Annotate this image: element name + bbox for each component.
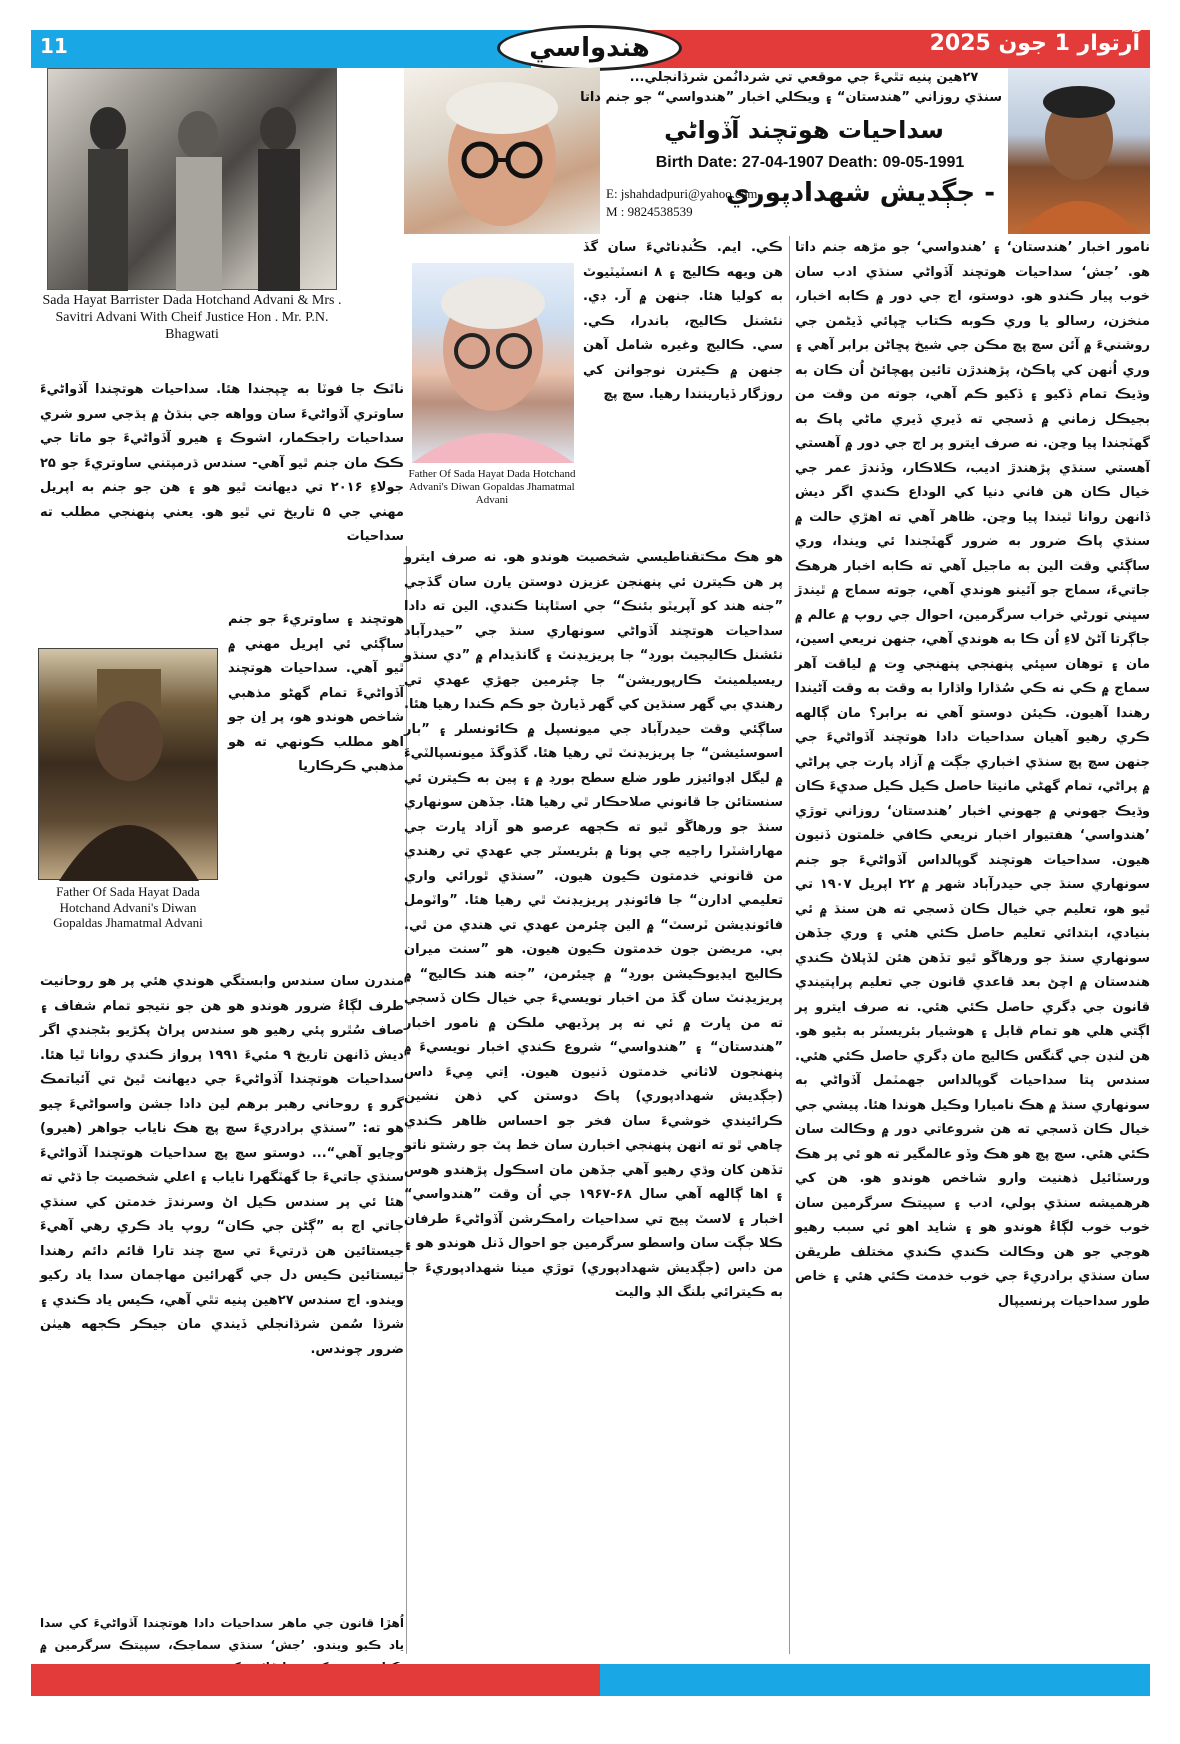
- author-name: - جڳديش شهدادپوري: [725, 178, 995, 208]
- article-closing-verse: اُهڙا قانون جي ماهر سداحيات دادا هوتچندا آڏواڻيءَ کي سدا ياد ڪيو ويندو. ’جش‘ سنڌي سماجڪ، سپيتڪ سرگرمين ۾: [40, 1616, 404, 1652]
- photo3-caption: Father Of Sada Hayat Dada Hotchand Advani's Diwan Gopaldas Jhamatmal Advani: [53, 884, 203, 931]
- header-band-left: [31, 30, 531, 68]
- photo-hotchand-with-chief-justice: [47, 68, 337, 290]
- article-column-middle: [404, 546, 783, 1654]
- column-text: مندرن سان سندس وابستگي هوندي هئي پر هو روحانيت طرف لڳاءُ ضرور هوندو هو هن جو نتيجو تمام شفاف ۽ صاف سُٿرو پئي رهيو هو سندس پراڻ پکڙيو بڻجندي اگر ديش ڏانهن تاريخ ۹ مئيءَ ۱۹۹۱ پرواز ڪندي روانا ٿيا هئا. سداحيات هوتچندا آڏواڻيءَ جي ديهانت ٿيڻ تي آئياتمڪ گرو ۽ روحاني رهبر برهم لين دادا جشن واسواڻيءَ چيو هو ته: ”سنڌي برادريءَ سچ پچ هڪ ناياب جواهر (هيرو) وڃايو آهي“... دوستو سچ پچ سداحيات هوتچندا آڏواڻيءَ سنڌي جاتيءَ جا گهٽگهرا ناياب ۽ اعلي شخصيت جا ڌڻي ته هئا ئي پر سندس ڪيل اڻ وسرندڙ خدمتن کي سنڌي جاتي اڄ به ”ڳڻن جي ڪان“ روپ ياد ڪري رهي آهيءَ جيستائين هن ڌرتيءَ تي سچ چند تارا قائم دائم رهندا تيستائين ڪيس دل جي گهرائين مهاجمان سدا ياد رکيو ويندو. اڄ سندس ۲۷هين پنيه تٿي آهي، ڪيس ياد ڪندي ۽ شرڌا سُمن شرڌانجلي ڏيندي مان جيڪر ڪجهه هيٺن ضرور چوندس.: [40, 974, 404, 1357]
- masthead-logo: هندواسي: [497, 25, 682, 71]
- author-mobile: M : 9824538539: [606, 204, 693, 219]
- article-column-left-top: [40, 378, 404, 608]
- article-column-right: [795, 236, 1150, 1654]
- banner-tribute-line: ۲۷هين پنيه تٿيءَ جي موقعي تي شردانُمن شرڌانجلي...: [629, 70, 979, 85]
- column-text: نامور اخبار ’هندستان‘ ۽ ’هندواسي‘ جو مڙهه جنم داتا هو. ’جش‘ سداحيات هوتچند آڏواڻي سنڌي ادب سان خوب پيار ڪندو هو. دوستو، اڄ جي دور ۾ ڪابه اخبار، منخزن، رسالو يا وري ڪوبه ڪتاب ڇپائي ڏيڻمن جي روشنيءَ ۾ آئن سچ پچ مڪن جي شيخ پڇاڻن برابر آهي ۽ وري اُنهن کي پاڪڻ، پڙهندڙن تائين پهچائڻ اُن ڪان به وڌيڪ تمام ڏکيو ۽ ڏکيو ڪم آهي، جوته من وقت من بجيڪل زماني ۾ ڏسجي ته ڏيري ڏيري ماڻي پاڪ به گهٽجندا پيا وڃن. نه صرف ايترو پر اڄ جي دور ۾ آهستي آهستي سنڌي پڙهندڙ اديب، ڪلاڪار، وڏندڙ عمر جي خيال ڪان هن فاني دنيا کي الوداع ڪندي اگر ديش ڏانهن روانا ٿيندا پيا وڃن. ظاهر آهي ته اهڙي حالت ۾ سنڌي پاڪ ضرور به ضرور گهٽجندا ئي ويندا، وري ساڳئي وقت الين به ماجيل آهي ته ڪابه اخبار هرهڪ جاتيءَ، سماج جو آئينو هوندي آهي، جوته سماج ۾ ٿيندڙ سڀني تورڻي خراب سرگرمين، احوال جي روپ ۾ عالم ۾ جاڳرتا آڻڻ لاءِ اُن ڪا به هوندي آهي، جنهن نريعي اسين، مان ۽ توهان سڀئي پنهنجي پنهنجي وِت ۾ لياقت آهر سماج ۾ ڪي نه ڪي سُڌارا واڌارا به وقت به وقت آڻيندا رهندا آهيون. ڪيئن دوستو آهي نه برابر؟ مان ڳالهه ڪري رهيو آهيان سداحيات دادا هوتچند آڏواڻيءَ جي جنهن سچ پچ سنڌي اخباري جڳت ۾ آزاد پارت جي پراڻي ۾ پراڻي، تمام گهڻي مانيتا حاصل ڪيل ڪيل صديءَ ڪان وڌيڪ جهوني ۾ جهوني اخبار ’هندستان‘ روزاني توڙي ’هندواسي‘ هفتيوار اخبار نريعي ڪافي خلمتون ڏنيون هيون. سداحيات هوتچند گوپالداس آڏواڻيءَ جو جنم سونهاري سنڌ جي حيدرآباد شهر ۾ ۲۲ اپريل ۱۹۰۷ تي ٿيو هو، تعليم جي خيال ڪان ڏسجي ته هن سنڌ ۾ ئي بنيادي، ابتدائي تعليم حاصل ڪئي هئي ۽ وري جڏهن سونهاري سنڌ جو ورهاڱو ٿيو تڏهن هئن لڏپلاڻ ڪندي هندستان ۾ اچڻ بعد قاعدي قانون جي تعليم پراپتيندي قانون جي ڊگري حاصل ڪئي هئي. نه صرف ايترو پر اڳتي هلي هو تمام قابل ۽ هوشيار بئريسٽر به بڻيو هو. هن لنڊن جي گنگس ڪاليج مان ڊگري حاصل ڪئي هئي. سندس پتا سداحيات گوپالداس جهمٽمل آڏواڻي به سونهاري سنڌ ۾ هڪ ناميارا وڪيل هوندا هئا. پيشي جي خيال ڪان ڏسجي ته هن شروعاتي دور ۾ وڪالت سان ڪئي هئي. سچ پچ هو هڪ وڏو عالمگير ته هو ئي پر هڪ ورسٽائيل ذهنيت وارو شاخص هوندو هو. هن کي هرهميشه سنڌي ٻولي، ادب ۽ سپيتڪ سرگرمين سان خوب خوب لڳاءُ هوندو هو ۽ شايد اهو ئي سبب رهيو هوجي جو هن وڪالت ڪندي ڪندي مختلف طريقن سان سنڌي برادريءَ جي خوب خدمت ڪئي هئي ۽ خاص طور سداحيات پرنسيپال: [795, 240, 1150, 1309]
- photo-diwan-gopaldas-woman: [412, 263, 574, 463]
- column-text: ڪي. ايم. ڪُنڊناڻيءَ سان گڏ هن ويهه ڪاليج ۽ ۸ انسٽيٽيوٽ به کوليا هئا. جنهن ۾ آر. ڊي. نئشنل ڪاليج، باندرا، ڪي. سي. ڪاليج وغيره شامل آهن جنهن ۾ ڪيترن نوجوانن کي روزگار ڏيارينندا رهيا. سچ پچ: [583, 240, 783, 402]
- photo-diwan-gopaldas-man: [38, 648, 218, 880]
- footer-band-red: [31, 1664, 601, 1696]
- portrait-photo-author: [1008, 68, 1150, 234]
- column-divider: [789, 236, 790, 1654]
- photo2-caption: Father Of Sada Hayat Dada Hotchand Advani's Diwan Gopaldas Jhamatmal Advani: [408, 468, 576, 507]
- page-number: 11: [40, 34, 68, 58]
- photo1-caption: Sada Hayat Barrister Dada Hotchand Advani & Mrs . Savitri Advani With Cheif Justice Hon . Mr. P.N. Bhagwati: [42, 293, 342, 342]
- article-column-left: [40, 970, 404, 1470]
- article-title: سداحيات هوتچند آڏواڻي: [664, 116, 944, 144]
- article-column-left-mid: [228, 608, 404, 970]
- issue-date: آرتوار 1 جون 2025: [929, 31, 1140, 56]
- column-text: ناٽڪ جا فوٽا به ڇپجندا هئا. سداحيات هوتچندا آڏواڻيءَ ساوتري آڏواڻيءَ سان وواهه جي بنڌڻ ۾ ٻڌجي سرو شري سداحيات راجڪمار، اشوڪ ۽ هيرو آڏواڻيءَ جو ماتا جي ڪڪ مان جنم ٿيو آهي- سندس ڌرمپتني ساوتريءَ جو ۲۵ جولاءِ ۲۰۱۶ تي ديهانت ٿيو هو ۽ هن جو جنم به اپريل مهني جي ۵ تاريخ تي ٿيو هو. يعني پنهنجي مطلب ته سداحيات: [40, 382, 404, 544]
- author-email: E: jshahdadpuri@yahoo.com: [606, 186, 758, 201]
- banner-subtitle-line: سنڌي روزاني ”هندستان“ ۽ ويڪلي اخبار ”هندواسي“ جو جنم داتا: [580, 90, 1002, 105]
- portrait-photo-hotchand: [404, 68, 600, 234]
- article-column-middle-top: [583, 236, 783, 546]
- column-text: هو هڪ مڪتقناطيسي شخصيت هوندو هو. نه صرف ايترو پر هن ڪيترن ئي پنهنجن عزيزن دوستن يارن سان گڏجي ”جنه هند کو آپريٽو بئنڪ“ جي اسٿاپنا ڪندي. الين ته دادا سداحيات هوتچند آڏواڻي سونهاري سنڌ جي ”حيدرآباد نئشنل ڪاليجيٽ بورڊ“ جا پريزيڊنٽ ۽ گانڌيدام ۾ ”دي سنڌو ريسيلمينٽ ڪارپوريشن“ جا چئرمين جهڙي عهدي تي رهندي بي گهر سنڌين کي گهر ڏيارڻ جو ڪم ڪندا رهيا هئا. ساڳئي وقت حيدرآباد جي ميونسپل ۾ ڪائونسلر ۽ ”بار اسوسئيشن“ جا پريزيڊنٽ ٿي رهيا هئا. گڏوگڏ ميونسپالٽيءَ ۾ ليگل اڊوائيزر طور ضلع سطح بورڊ ۾ ۽ پين به ڪيترن ئي سنستائن جا قانوني صلاحڪار ٿي رهيا هئا. جڏهن سونهاري سنڌ جو ورهاڱو ٿيو ته ڪجهه عرصو هو آزاد ڀارت جي مهاراشٽرا راجيه جي پونا ۾ بئريسٽر جي عهدي تي رهندي من قانوني خدمتون ڪيون هيون. ”سنڌي ٿورائي واري تعليمي ادارن“ جا فائونڊر پريزيڊنٽ ٿي رهيا هئا. ”واٽومل فائونڊيشن ٽرسٽ“ ۾ الين چئرمن عهدي تي هندي من ٿي. بي. مريضن جون خدمتون ڪيون هيون. هو ”سنت ميران ڪاليج ايڊيوڪيشن بورڊ“ ۾ چيئرمن، ”جنه هند ڪاليج“ ۾ پريزيڊنٽ سان گڏ من اخبار نويسيءَ جي خيال ڪان ڏسجي ته من ڀارت ۾ ئي نه پر پرڏيهي ملڪن ۾ نامور اخبار ”هندستان“ ۽ ”هندواسي“ شروع ڪندي اخبار نويسيءَ ۾ پنهنجون لاثاني خدمتون ڏنيون هيون. اِتي مِيءَ داس (جڳديش شهدادپوري) پاڪ دوستن کي ذهن نشين ڪرائيندي خوشيءَ سان فخر جو احساس ظاهر ڪندي چاهي ٿو ته انهن پنهنجي اخبارن سان خط پٽ جو رشتو ناتو تڏهن کان وڌي رهيو آهي جڏهن مان اسڪول پڙهندو هوس ۽ اها ڳالهه آهي سال ۶۸-۱۹۶۷ جي اُن وقت ”هندواسي“ اخبار ۽ لاسٽ پيج تي سداحيات رامڪرشن آڏواڻيءَ طرفان ڪلا جڳت سان واسطو سرگرمين جو احوال ڏنل هوندو هو ۽ من داس (جڳديش شهدادپوري) توڙي مينا شهدادپوريءَ جا به ڪيترائي بلنگ الڊ واليت: [404, 550, 783, 1300]
- birth-death-dates: Birth Date: 27-04-1907 Death: 09-05-1991: [655, 154, 965, 171]
- column-text: هوتچند ۽ ساوتريءَ جو جنم ساڳئي ئي اپريل مهني ۾ ٿيو آهي. سداحيات هوتچند آڏواڻيءَ تمام گهڻو مذهبي شاخص هوندو هو، پر اِن جو اهو مطلب ڪونهي ته هو مذهبي ڪرڪاريا: [228, 612, 404, 774]
- footer-band-blue: [600, 1664, 1150, 1696]
